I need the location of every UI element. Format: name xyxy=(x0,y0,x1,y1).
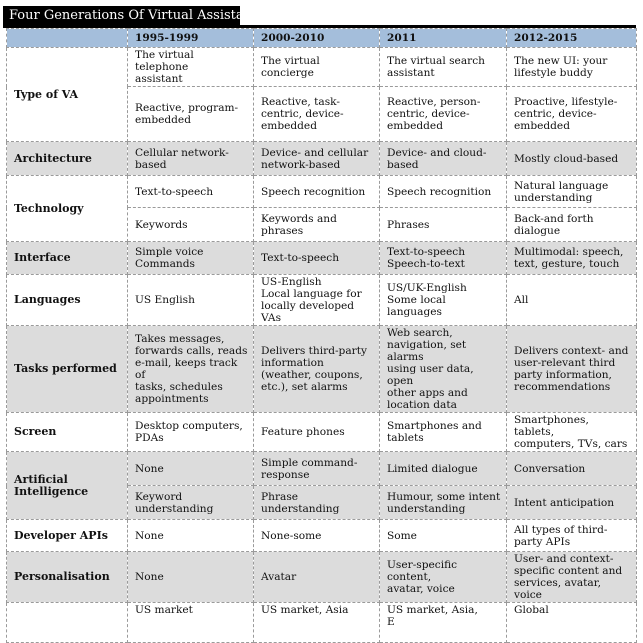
row-category-market xyxy=(7,603,128,643)
table-cell: Feature phones xyxy=(254,413,380,452)
table-cell: Text-to-speech xyxy=(128,176,254,208)
table-cell: Takes messages, forwards calls, reads e-mail, keeps track of tasks, schedules appointments xyxy=(128,326,254,413)
table-cell: Back-and forth dialogue xyxy=(507,208,637,242)
row-category-tasks-performed: Tasks performed xyxy=(7,326,128,413)
table-cell: US English xyxy=(128,275,254,326)
table-cell: Text-to-speech xyxy=(254,242,380,275)
header-corner xyxy=(7,29,128,48)
table-cell: Simple command- response xyxy=(254,452,380,486)
header-2000-2010: 2000-2010 xyxy=(254,29,380,48)
table-row xyxy=(7,142,637,176)
table-row xyxy=(7,552,637,603)
table-cell: Conversation xyxy=(507,452,637,486)
table-cell: All xyxy=(507,275,637,326)
table-cell: US/UK-English Some local languages xyxy=(380,275,507,326)
header-2012-2015: 2012-2015 xyxy=(507,29,637,48)
table-cell: Reactive, task- centric, device- embedded xyxy=(254,87,380,142)
table-cell: None xyxy=(128,552,254,603)
table-cell: Device- and cellular network-based xyxy=(254,142,380,176)
table-cell: Global xyxy=(507,603,637,643)
table-row xyxy=(7,48,637,87)
table-cell: Phrases xyxy=(380,208,507,242)
table-cell: None xyxy=(128,520,254,552)
table-cell: US-English Local language for locally developed VAs xyxy=(254,275,380,326)
table-cell: Natural language understanding xyxy=(507,176,637,208)
table-cell: US market, Asia, E xyxy=(380,603,507,643)
table-row xyxy=(7,520,637,552)
table-cell: Proactive, lifestyle- centric, device- embedded xyxy=(507,87,637,142)
row-category-personalisation: Personalisation xyxy=(7,552,128,603)
table-row xyxy=(7,242,637,275)
table-cell: None xyxy=(128,452,254,486)
table-cell: Delivers third-party information (weather, coupons, etc.), set alarms xyxy=(254,326,380,413)
table-cell: The new UI: your lifestyle buddy xyxy=(507,48,637,87)
table-cell: The virtual concierge xyxy=(254,48,380,87)
table-cell: Humour, some intent understanding xyxy=(380,486,507,520)
row-category-interface: Interface xyxy=(7,242,128,275)
row-category-languages: Languages xyxy=(7,275,128,326)
row-category-screen: Screen xyxy=(7,413,128,452)
row-category-type-of-va: Type of VA xyxy=(7,48,128,142)
table-cell: Delivers context- and user-relevant third party information, recommendations xyxy=(507,326,637,413)
table-cell: Intent anticipation xyxy=(507,486,637,520)
table-cell: Reactive, program- embedded xyxy=(128,87,254,142)
virtual-assistants-table xyxy=(6,28,637,643)
table-cell: Text-to-speech Speech-to-text xyxy=(380,242,507,275)
table-cell: Mostly cloud-based xyxy=(507,142,637,176)
table-cell: Limited dialogue xyxy=(380,452,507,486)
table-row xyxy=(7,176,637,208)
table-cell: The virtual search assistant xyxy=(380,48,507,87)
table-cell: Smartphones, tablets, computers, TVs, cars xyxy=(507,413,637,452)
table-cell: Avatar xyxy=(254,552,380,603)
table-cell: The virtual telephone assistant xyxy=(128,48,254,87)
header-2011: 2011 xyxy=(380,29,507,48)
row-category-developer-apis: Developer APIs xyxy=(7,520,128,552)
table-row xyxy=(7,326,637,413)
table-cell: Cellular network- based xyxy=(128,142,254,176)
table-cell: Phrase understanding xyxy=(254,486,380,520)
table-cell: Web search, navigation, set alarms using user data, open other apps and location data xyxy=(380,326,507,413)
table-cell: Speech recognition xyxy=(380,176,507,208)
table-row xyxy=(7,413,637,452)
table-cell: Keywords xyxy=(128,208,254,242)
table-cell: Desktop computers, PDAs xyxy=(128,413,254,452)
table-cell: All types of third- party APIs xyxy=(507,520,637,552)
row-category-technology: Technology xyxy=(7,176,128,242)
header-1995-1999: 1995-1999 xyxy=(128,29,254,48)
table-title: Four Generations Of Virtual Assistants xyxy=(3,6,240,25)
table-cell: Device- and cloud- based xyxy=(380,142,507,176)
table-row xyxy=(7,452,637,486)
table-cell: Reactive, person- centric, device- embedded xyxy=(380,87,507,142)
header-row xyxy=(7,29,637,48)
table-cell: User-specific content, avatar, voice xyxy=(380,552,507,603)
table-cell: Speech recognition xyxy=(254,176,380,208)
table-cell: Multimodal: speech, text, gesture, touch xyxy=(507,242,637,275)
table-cell: None-some xyxy=(254,520,380,552)
table-cell: User- and context- specific content and services, avatar, voice xyxy=(507,552,637,603)
table-cell: Some xyxy=(380,520,507,552)
table-cell: US market xyxy=(128,603,254,643)
table-cell: US market, Asia xyxy=(254,603,380,643)
table-cell: Keyword understanding xyxy=(128,486,254,520)
table-cell: Simple voice Commands xyxy=(128,242,254,275)
table-cell: Smartphones and tablets xyxy=(380,413,507,452)
table-row xyxy=(7,603,637,643)
row-category-architecture: Architecture xyxy=(7,142,128,176)
table-row xyxy=(7,275,637,326)
row-category-artificial-intelligence: Artificial Intelligence xyxy=(7,452,128,520)
table-cell: Keywords and phrases xyxy=(254,208,380,242)
